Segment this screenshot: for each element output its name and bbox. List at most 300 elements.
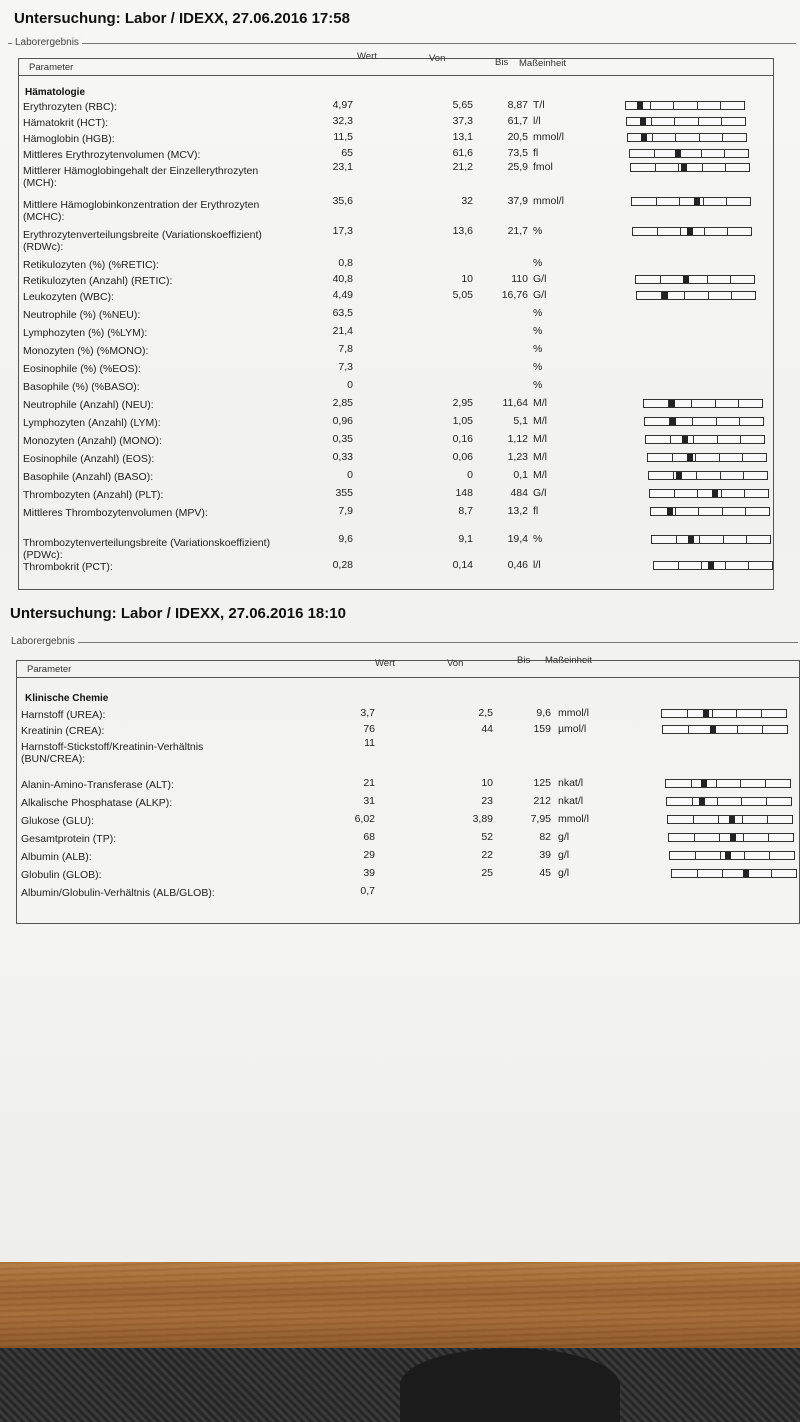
range-divider bbox=[694, 834, 695, 841]
value-unit: g/l bbox=[558, 867, 570, 879]
value-wert: 7,9 bbox=[338, 505, 353, 517]
range-divider bbox=[692, 418, 693, 425]
value-bis: 5,1 bbox=[513, 415, 528, 427]
parameter-name: Monozyten (%) (%MONO): bbox=[23, 345, 149, 357]
range-divider bbox=[720, 472, 721, 479]
group-title: Klinische Chemie bbox=[25, 693, 109, 704]
value-unit: M/l bbox=[533, 433, 547, 445]
range-divider bbox=[672, 454, 673, 461]
range-divider bbox=[767, 816, 768, 823]
value-unit: G/l bbox=[533, 487, 547, 499]
range-indicator-bar bbox=[650, 507, 770, 516]
range-indicator-bar bbox=[629, 149, 749, 158]
value-marker bbox=[688, 536, 694, 543]
results-table bbox=[18, 51, 774, 590]
range-divider bbox=[660, 276, 661, 283]
parameter-name: Neutrophile (%) (%NEU): bbox=[23, 309, 141, 321]
value-unit: nkat/l bbox=[558, 777, 584, 789]
range-divider bbox=[702, 164, 703, 171]
value-wert: 76 bbox=[363, 723, 375, 735]
parameter-name: Eosinophile (Anzahl) (EOS): bbox=[23, 453, 155, 465]
col-unit: Maßeinheit bbox=[519, 58, 566, 69]
value-marker bbox=[730, 834, 736, 841]
range-divider bbox=[745, 508, 746, 515]
value-marker bbox=[712, 490, 718, 497]
value-unit: mmol/l bbox=[533, 195, 564, 207]
value-unit: M/l bbox=[533, 397, 547, 409]
value-unit: G/l bbox=[533, 289, 547, 301]
range-divider bbox=[768, 834, 769, 841]
range-divider bbox=[717, 798, 718, 805]
value-von: 52 bbox=[481, 831, 493, 843]
range-divider bbox=[657, 228, 658, 235]
parameter-name: Globulin (GLOB): bbox=[21, 869, 102, 881]
parameter-name: Erythrozyten (RBC): bbox=[23, 101, 117, 113]
value-bis: 0,1 bbox=[513, 469, 528, 481]
report-subtitle: Laborergebnis bbox=[8, 636, 78, 647]
range-divider bbox=[719, 454, 720, 461]
parameter-name: Hämatokrit (HCT): bbox=[23, 117, 109, 129]
col-von: Von bbox=[429, 53, 446, 64]
subtitle-line bbox=[8, 642, 798, 643]
report-title: Untersuchung: Labor / IDEXX, 27.06.2016 18:10 bbox=[10, 605, 346, 622]
dark-object bbox=[400, 1348, 620, 1422]
range-divider bbox=[673, 472, 674, 479]
range-divider bbox=[691, 400, 692, 407]
range-divider bbox=[679, 198, 680, 205]
value-marker bbox=[682, 436, 688, 443]
range-divider bbox=[656, 198, 657, 205]
range-divider bbox=[676, 536, 677, 543]
range-indicator-bar bbox=[665, 779, 791, 788]
value-wert: 0,33 bbox=[332, 451, 353, 463]
value-von: 32 bbox=[461, 195, 473, 207]
range-divider bbox=[674, 118, 675, 125]
range-divider bbox=[766, 798, 767, 805]
value-wert: 17,3 bbox=[332, 225, 353, 237]
range-divider bbox=[675, 134, 676, 141]
range-divider bbox=[674, 490, 675, 497]
value-bis: 61,7 bbox=[507, 115, 528, 127]
value-wert: 7,3 bbox=[338, 361, 353, 373]
value-von: 21,2 bbox=[452, 161, 473, 173]
value-von: 148 bbox=[455, 487, 473, 499]
value-wert: 65 bbox=[341, 147, 353, 159]
value-bis: 484 bbox=[510, 487, 528, 499]
value-wert: 21 bbox=[363, 777, 375, 789]
range-indicator-bar bbox=[627, 133, 747, 142]
value-marker bbox=[701, 780, 707, 787]
range-indicator-bar bbox=[653, 561, 773, 570]
range-indicator-bar bbox=[668, 833, 794, 842]
value-von: 1,05 bbox=[452, 415, 473, 427]
value-unit: % bbox=[533, 343, 543, 355]
parameter-name: Leukozyten (WBC): bbox=[23, 291, 115, 303]
value-bis: 39 bbox=[539, 849, 551, 861]
table-row bbox=[23, 195, 763, 225]
value-marker bbox=[681, 164, 687, 171]
range-divider bbox=[716, 780, 717, 787]
col-bis: Bis bbox=[495, 57, 509, 68]
range-divider bbox=[699, 536, 700, 543]
range-divider bbox=[718, 816, 719, 823]
range-divider bbox=[650, 102, 651, 109]
range-indicator-bar bbox=[644, 417, 764, 426]
parameter-name: Gesamtprotein (TP): bbox=[21, 833, 117, 845]
range-divider bbox=[701, 150, 702, 157]
value-wert: 63,5 bbox=[332, 307, 353, 319]
col-von: Von bbox=[447, 658, 464, 669]
value-bis: 20,5 bbox=[507, 131, 528, 143]
value-bis: 21,7 bbox=[507, 225, 528, 237]
range-divider bbox=[721, 118, 722, 125]
range-indicator-bar bbox=[626, 117, 746, 126]
value-marker bbox=[669, 400, 675, 407]
range-divider bbox=[730, 276, 731, 283]
range-divider bbox=[697, 490, 698, 497]
value-marker bbox=[703, 710, 709, 717]
value-unit: g/l bbox=[558, 849, 570, 861]
range-divider bbox=[691, 780, 692, 787]
range-indicator-bar bbox=[661, 709, 787, 718]
report-title: Untersuchung: Labor / IDEXX, 27.06.2016 17:58 bbox=[14, 10, 350, 27]
range-indicator-bar bbox=[671, 869, 797, 878]
value-bis: 1,12 bbox=[507, 433, 528, 445]
value-bis: 0,46 bbox=[507, 559, 528, 571]
range-divider bbox=[722, 508, 723, 515]
value-von: 25 bbox=[481, 867, 493, 879]
range-divider bbox=[742, 816, 743, 823]
value-wert: 0,8 bbox=[338, 257, 353, 269]
range-divider bbox=[761, 710, 762, 717]
value-unit: % bbox=[533, 307, 543, 319]
parameter-name: Albumin/Globulin-Verhältnis (ALB/GLOB): bbox=[21, 887, 215, 899]
value-bis: 37,9 bbox=[507, 195, 528, 207]
parameter-name: Thrombozyten (Anzahl) (PLT): bbox=[23, 489, 164, 501]
table-row bbox=[23, 533, 763, 563]
value-marker bbox=[637, 102, 643, 109]
value-bis: 82 bbox=[539, 831, 551, 843]
value-marker bbox=[694, 198, 700, 205]
range-divider bbox=[743, 834, 744, 841]
value-unit: l/l bbox=[533, 115, 541, 127]
value-unit: % bbox=[533, 325, 543, 337]
parameter-name: Retikulozyten (Anzahl) (RETIC): bbox=[23, 275, 173, 287]
value-marker bbox=[641, 134, 647, 141]
group-title: Hämatologie bbox=[25, 87, 86, 98]
parameter-name: Monozyten (Anzahl) (MONO): bbox=[23, 435, 162, 447]
range-divider bbox=[740, 436, 741, 443]
parameter-name: Lymphozyten (Anzahl) (LYM): bbox=[23, 417, 161, 429]
value-unit: fl bbox=[533, 147, 539, 159]
range-divider bbox=[695, 852, 696, 859]
value-wert: 0,35 bbox=[332, 433, 353, 445]
range-divider bbox=[701, 562, 702, 569]
value-marker bbox=[667, 508, 673, 515]
range-divider bbox=[742, 454, 743, 461]
value-bis: 45 bbox=[539, 867, 551, 879]
value-bis: 110 bbox=[511, 273, 528, 285]
table-header bbox=[19, 51, 773, 76]
range-divider bbox=[765, 780, 766, 787]
parameter-name: Kreatinin (CREA): bbox=[21, 725, 105, 737]
table-header bbox=[17, 655, 799, 678]
parameter-name: Erythrozytenverteilungsbreite (Variationskoeffizient) (RDWc): bbox=[23, 229, 262, 253]
value-unit: T/l bbox=[533, 99, 545, 111]
range-divider bbox=[720, 102, 721, 109]
value-von: 13,6 bbox=[452, 225, 473, 237]
value-wert: 68 bbox=[363, 831, 375, 843]
range-divider bbox=[716, 418, 717, 425]
value-unit: mmol/l bbox=[533, 131, 564, 143]
range-divider bbox=[741, 798, 742, 805]
wood-grain bbox=[0, 1262, 800, 1350]
range-divider bbox=[717, 436, 718, 443]
value-wert: 0,28 bbox=[332, 559, 353, 571]
range-divider bbox=[748, 562, 749, 569]
range-divider bbox=[731, 292, 732, 299]
value-unit: M/l bbox=[533, 469, 547, 481]
value-wert: 23,1 bbox=[332, 161, 353, 173]
range-divider bbox=[708, 292, 709, 299]
range-divider bbox=[654, 150, 655, 157]
value-unit: M/l bbox=[533, 451, 547, 463]
col-parameter: Parameter bbox=[27, 664, 72, 675]
value-marker bbox=[640, 118, 646, 125]
range-divider bbox=[707, 276, 708, 283]
table-row bbox=[23, 561, 763, 587]
value-von: 0,16 bbox=[452, 433, 473, 445]
range-divider bbox=[771, 870, 772, 877]
range-divider bbox=[769, 852, 770, 859]
value-von: 61,6 bbox=[452, 147, 473, 159]
parameter-name: Thrombokrit (PCT): bbox=[23, 561, 113, 573]
range-indicator-bar bbox=[647, 453, 767, 462]
value-unit: µmol/l bbox=[558, 723, 587, 735]
parameter-name: Alanin-Amino-Transferase (ALT): bbox=[21, 779, 174, 791]
parameter-name: Mittlere Hämoglobinkonzentration der Erythrozyten (MCHC): bbox=[23, 199, 260, 223]
range-indicator-bar bbox=[662, 725, 788, 734]
range-divider bbox=[693, 436, 694, 443]
col-wert: Wert bbox=[375, 658, 395, 669]
range-divider bbox=[736, 710, 737, 717]
range-divider bbox=[698, 118, 699, 125]
range-divider bbox=[744, 490, 745, 497]
range-divider bbox=[684, 292, 685, 299]
range-divider bbox=[722, 134, 723, 141]
value-unit: fmol bbox=[533, 161, 553, 173]
value-marker bbox=[687, 228, 693, 235]
parameter-name: Basophile (%) (%BASO): bbox=[23, 381, 140, 393]
range-indicator-bar bbox=[669, 851, 795, 860]
value-marker bbox=[675, 150, 681, 157]
value-unit: nkat/l bbox=[558, 795, 584, 807]
value-bis: 9,6 bbox=[536, 707, 551, 719]
range-divider bbox=[725, 164, 726, 171]
range-divider bbox=[725, 562, 726, 569]
range-indicator-bar bbox=[643, 399, 763, 408]
value-wert: 7,8 bbox=[338, 343, 353, 355]
range-divider bbox=[744, 852, 745, 859]
range-divider bbox=[696, 472, 697, 479]
value-marker bbox=[743, 870, 749, 877]
value-wert: 0 bbox=[347, 379, 353, 391]
value-wert: 3,7 bbox=[360, 707, 375, 719]
parameter-name: Mittleres Thrombozytenvolumen (MPV): bbox=[23, 507, 208, 519]
range-divider bbox=[727, 228, 728, 235]
range-divider bbox=[723, 536, 724, 543]
range-divider bbox=[746, 536, 747, 543]
value-marker bbox=[708, 562, 714, 569]
range-indicator-bar bbox=[649, 489, 769, 498]
value-wert: 4,97 bbox=[332, 99, 353, 111]
value-wert: 35,6 bbox=[332, 195, 353, 207]
value-von: 2,95 bbox=[452, 397, 473, 409]
value-wert: 29 bbox=[363, 849, 375, 861]
value-unit: l/l bbox=[533, 559, 541, 571]
value-marker bbox=[729, 816, 735, 823]
parameter-name: Thrombozytenverteilungsbreite (Variationskoeffizient) (PDWc): bbox=[23, 537, 271, 561]
range-indicator-bar bbox=[630, 163, 750, 172]
range-divider bbox=[670, 436, 671, 443]
value-wert: 0,96 bbox=[332, 415, 353, 427]
value-wert: 31 bbox=[363, 795, 375, 807]
value-marker bbox=[710, 726, 716, 733]
range-divider bbox=[722, 870, 723, 877]
parameter-name: Basophile (Anzahl) (BASO): bbox=[23, 471, 154, 483]
value-marker bbox=[683, 276, 689, 283]
range-divider bbox=[680, 228, 681, 235]
value-unit: mmol/l bbox=[558, 707, 589, 719]
value-bis: 212 bbox=[533, 795, 551, 807]
range-indicator-bar bbox=[625, 101, 745, 110]
value-unit: % bbox=[533, 257, 543, 269]
parameter-name: Mittleres Erythrozytenvolumen (MCV): bbox=[23, 149, 201, 161]
col-unit: Maßeinheit bbox=[545, 655, 592, 666]
range-divider bbox=[697, 102, 698, 109]
value-wert: 0,7 bbox=[360, 885, 375, 897]
value-von: 0,14 bbox=[452, 559, 473, 571]
table-row bbox=[21, 737, 761, 767]
range-divider bbox=[655, 164, 656, 171]
range-divider bbox=[726, 198, 727, 205]
value-von: 5,05 bbox=[452, 289, 473, 301]
value-unit: M/l bbox=[533, 415, 547, 427]
range-indicator-bar bbox=[666, 797, 792, 806]
value-von: 5,65 bbox=[452, 99, 473, 111]
value-marker bbox=[662, 292, 668, 299]
value-bis: 13,2 bbox=[507, 505, 528, 517]
col-wert: Wert bbox=[357, 51, 377, 62]
range-divider bbox=[715, 400, 716, 407]
range-divider bbox=[712, 710, 713, 717]
range-divider bbox=[737, 726, 738, 733]
value-wert: 11,5 bbox=[333, 131, 353, 143]
value-wert: 40,8 bbox=[332, 273, 353, 285]
value-von: 22 bbox=[481, 849, 493, 861]
value-von: 9,1 bbox=[458, 533, 473, 545]
table-row bbox=[21, 887, 761, 913]
parameter-name: Albumin (ALB): bbox=[21, 851, 92, 863]
range-indicator-bar bbox=[635, 275, 755, 284]
range-divider bbox=[652, 134, 653, 141]
range-indicator-bar bbox=[631, 197, 751, 206]
value-marker bbox=[670, 418, 676, 425]
value-von: 0 bbox=[467, 469, 473, 481]
value-wert: 9,6 bbox=[338, 533, 353, 545]
parameter-name: Eosinophile (%) (%EOS): bbox=[23, 363, 141, 375]
range-divider bbox=[740, 780, 741, 787]
range-indicator-bar bbox=[648, 471, 768, 480]
parameter-name: Harnstoff (UREA): bbox=[21, 709, 106, 721]
value-wert: 2,85 bbox=[332, 397, 353, 409]
table-row bbox=[23, 507, 763, 533]
col-bis: Bis bbox=[517, 655, 531, 666]
report-subtitle: Laborergebnis bbox=[12, 37, 82, 48]
value-bis: 8,87 bbox=[507, 99, 528, 111]
range-divider bbox=[692, 798, 693, 805]
value-wert: 6,02 bbox=[354, 813, 375, 825]
value-unit: % bbox=[533, 533, 543, 545]
range-divider bbox=[703, 198, 704, 205]
value-bis: 159 bbox=[533, 723, 551, 735]
value-bis: 16,76 bbox=[501, 289, 528, 301]
range-divider bbox=[675, 508, 676, 515]
results-table bbox=[16, 655, 800, 924]
value-von: 2,5 bbox=[478, 707, 493, 719]
value-von: 8,7 bbox=[458, 505, 473, 517]
value-unit: fl bbox=[533, 505, 539, 517]
value-von: 10 bbox=[481, 777, 493, 789]
subtitle-line bbox=[8, 43, 796, 44]
value-wert: 4,49 bbox=[332, 289, 353, 301]
range-indicator-bar bbox=[645, 435, 765, 444]
range-divider bbox=[721, 490, 722, 497]
range-divider bbox=[724, 150, 725, 157]
range-divider bbox=[699, 134, 700, 141]
value-marker bbox=[676, 472, 682, 479]
value-bis: 125 bbox=[533, 777, 551, 789]
parameter-name: Neutrophile (Anzahl) (NEU): bbox=[23, 399, 154, 411]
parameter-name: Retikulozyten (%) (%RETIC): bbox=[23, 259, 159, 271]
range-divider bbox=[678, 562, 679, 569]
value-von: 37,3 bbox=[452, 115, 473, 127]
value-bis: 19,4 bbox=[507, 533, 528, 545]
parameter-name: Mittlerer Hämoglobingehalt der Einzellerythrozyten (MCH): bbox=[23, 165, 259, 189]
range-divider bbox=[698, 508, 699, 515]
range-divider bbox=[697, 870, 698, 877]
range-divider bbox=[695, 454, 696, 461]
range-divider bbox=[762, 726, 763, 733]
value-unit: % bbox=[533, 225, 543, 237]
value-bis: 1,23 bbox=[507, 451, 528, 463]
value-wert: 39 bbox=[363, 867, 375, 879]
range-indicator-bar bbox=[632, 227, 752, 236]
value-wert: 355 bbox=[335, 487, 353, 499]
parameter-name: Glukose (GLU): bbox=[21, 815, 94, 827]
range-indicator-bar bbox=[651, 535, 771, 544]
range-divider bbox=[739, 418, 740, 425]
table-row bbox=[23, 161, 763, 191]
value-von: 3,89 bbox=[472, 813, 493, 825]
table-row bbox=[23, 225, 763, 255]
value-bis: 7,95 bbox=[530, 813, 551, 825]
value-wert: 11 bbox=[364, 737, 375, 749]
value-unit: % bbox=[533, 361, 543, 373]
value-wert: 32,3 bbox=[332, 115, 353, 127]
value-bis: 11,64 bbox=[502, 397, 528, 409]
value-wert: 0 bbox=[347, 469, 353, 481]
